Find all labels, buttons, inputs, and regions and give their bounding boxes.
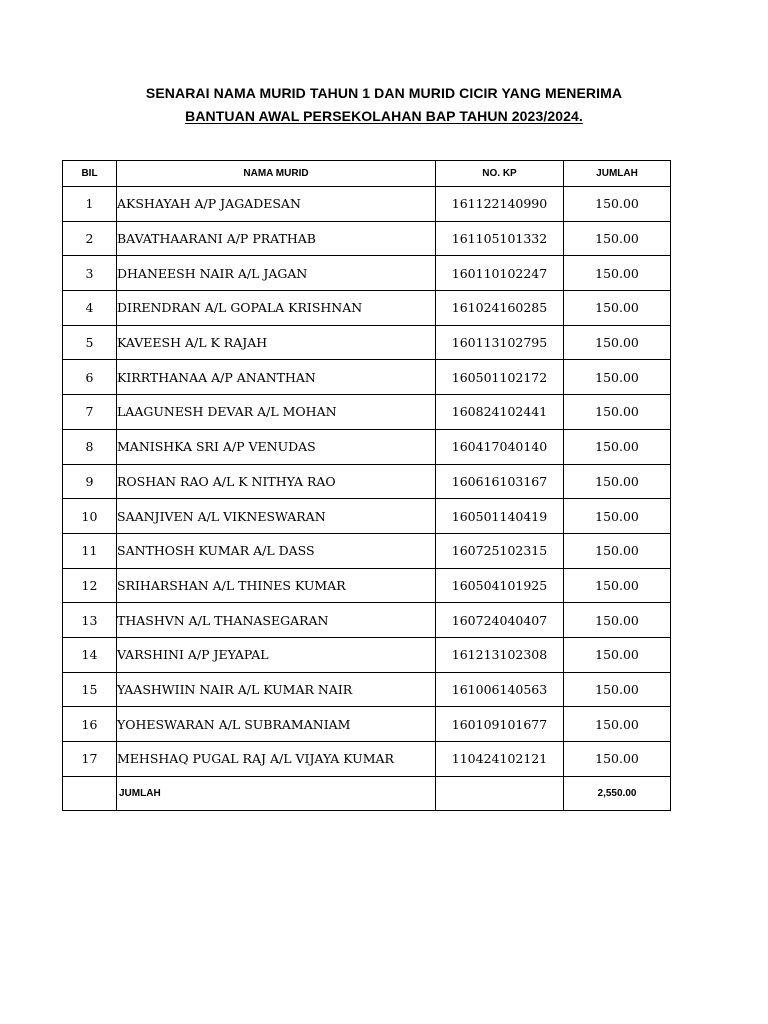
student-name: DHANEESH NAIR A/L JAGAN: [117, 256, 436, 291]
table-row: [63, 499, 671, 534]
document-subtitle: [0, 108, 768, 124]
header-nama-murid: NAMA MURID: [117, 161, 436, 187]
student-name: KIRRTHANAA A/P ANANTHAN: [117, 360, 436, 395]
document-subtitle-text: BANTUAN AWAL PERSEKOLAHAN BAP TAHUN 2023/2024.: [185, 108, 583, 124]
table-row: [63, 464, 671, 499]
table-row: [63, 742, 671, 777]
row-number: 12: [63, 568, 117, 603]
row-number: 17: [63, 742, 117, 777]
amount: 150.00: [564, 464, 671, 499]
row-number: 14: [63, 637, 117, 672]
row-number: 8: [63, 429, 117, 464]
amount: 150.00: [564, 291, 671, 326]
ic-number: 160504101925: [436, 568, 564, 603]
table-row: [63, 187, 671, 222]
ic-number: 160501140419: [436, 499, 564, 534]
student-name: BAVATHAARANI A/P PRATHAB: [117, 221, 436, 256]
row-number: 3: [63, 256, 117, 291]
header-jumlah: JUMLAH: [564, 161, 671, 187]
amount: 150.00: [564, 221, 671, 256]
student-name: ROSHAN RAO A/L K NITHYA RAO: [117, 464, 436, 499]
table-row: [63, 533, 671, 568]
document-title: SENARAI NAMA MURID TAHUN 1 DAN MURID CICIR YANG MENERIMA: [145, 85, 623, 101]
student-name: YAASHWIIN NAIR A/L KUMAR NAIR: [117, 672, 436, 707]
total-empty-cell: [63, 776, 117, 810]
table-total-row: [63, 776, 671, 810]
student-name: AKSHAYAH A/P JAGADESAN: [117, 187, 436, 222]
table-row: [63, 672, 671, 707]
table-row: [63, 568, 671, 603]
student-name: VARSHINI A/P JEYAPAL: [117, 637, 436, 672]
ic-number: 161122140990: [436, 187, 564, 222]
student-name: SAANJIVEN A/L VIKNESWARAN: [117, 499, 436, 534]
table-row: [63, 360, 671, 395]
row-number: 4: [63, 291, 117, 326]
amount: 150.00: [564, 187, 671, 222]
table-row: [63, 395, 671, 430]
student-name: KAVEESH A/L K RAJAH: [117, 325, 436, 360]
student-name: YOHESWARAN A/L SUBRAMANIAM: [117, 707, 436, 742]
row-number: 15: [63, 672, 117, 707]
student-name: LAAGUNESH DEVAR A/L MOHAN: [117, 395, 436, 430]
student-name: DIRENDRAN A/L GOPALA KRISHNAN: [117, 291, 436, 326]
table-row: [63, 603, 671, 638]
row-number: 1: [63, 187, 117, 222]
ic-number: 160113102795: [436, 325, 564, 360]
total-empty-cell: [436, 776, 564, 810]
amount: 150.00: [564, 637, 671, 672]
student-name: MANISHKA SRI A/P VENUDAS: [117, 429, 436, 464]
header-bil: BIL: [63, 161, 117, 187]
total-value: 2,550.00: [564, 776, 671, 810]
table-row: [63, 221, 671, 256]
ic-number: 161024160285: [436, 291, 564, 326]
ic-number: 110424102121: [436, 742, 564, 777]
amount: 150.00: [564, 256, 671, 291]
amount: 150.00: [564, 360, 671, 395]
row-number: 6: [63, 360, 117, 395]
table-header-row: [63, 161, 671, 187]
student-table: [62, 160, 671, 811]
amount: 150.00: [564, 672, 671, 707]
table-row: [63, 291, 671, 326]
amount: 150.00: [564, 742, 671, 777]
ic-number: 160501102172: [436, 360, 564, 395]
total-label: JUMLAH: [117, 776, 436, 810]
ic-number: 160725102315: [436, 533, 564, 568]
student-name: MEHSHAQ PUGAL RAJ A/L VIJAYA KUMAR: [117, 742, 436, 777]
row-number: 5: [63, 325, 117, 360]
row-number: 11: [63, 533, 117, 568]
student-name: THASHVN A/L THANASEGARAN: [117, 603, 436, 638]
amount: 150.00: [564, 499, 671, 534]
amount: 150.00: [564, 533, 671, 568]
ic-number: 160110102247: [436, 256, 564, 291]
amount: 150.00: [564, 707, 671, 742]
amount: 150.00: [564, 325, 671, 360]
table-row: [63, 429, 671, 464]
amount: 150.00: [564, 603, 671, 638]
ic-number: 161105101332: [436, 221, 564, 256]
row-number: 2: [63, 221, 117, 256]
ic-number: 160724040407: [436, 603, 564, 638]
header-no-kp: NO. KP: [436, 161, 564, 187]
row-number: 13: [63, 603, 117, 638]
ic-number: 161213102308: [436, 637, 564, 672]
ic-number: 160616103167: [436, 464, 564, 499]
row-number: 10: [63, 499, 117, 534]
amount: 150.00: [564, 568, 671, 603]
row-number: 16: [63, 707, 117, 742]
ic-number: 160109101677: [436, 707, 564, 742]
ic-number: 160417040140: [436, 429, 564, 464]
student-name: SRIHARSHAN A/L THINES KUMAR: [117, 568, 436, 603]
ic-number: 160824102441: [436, 395, 564, 430]
student-name: SANTHOSH KUMAR A/L DASS: [117, 533, 436, 568]
amount: 150.00: [564, 395, 671, 430]
amount: 150.00: [564, 429, 671, 464]
table-row: [63, 637, 671, 672]
table-row: [63, 325, 671, 360]
row-number: 9: [63, 464, 117, 499]
table-row: [63, 256, 671, 291]
ic-number: 161006140563: [436, 672, 564, 707]
row-number: 7: [63, 395, 117, 430]
table-row: [63, 707, 671, 742]
